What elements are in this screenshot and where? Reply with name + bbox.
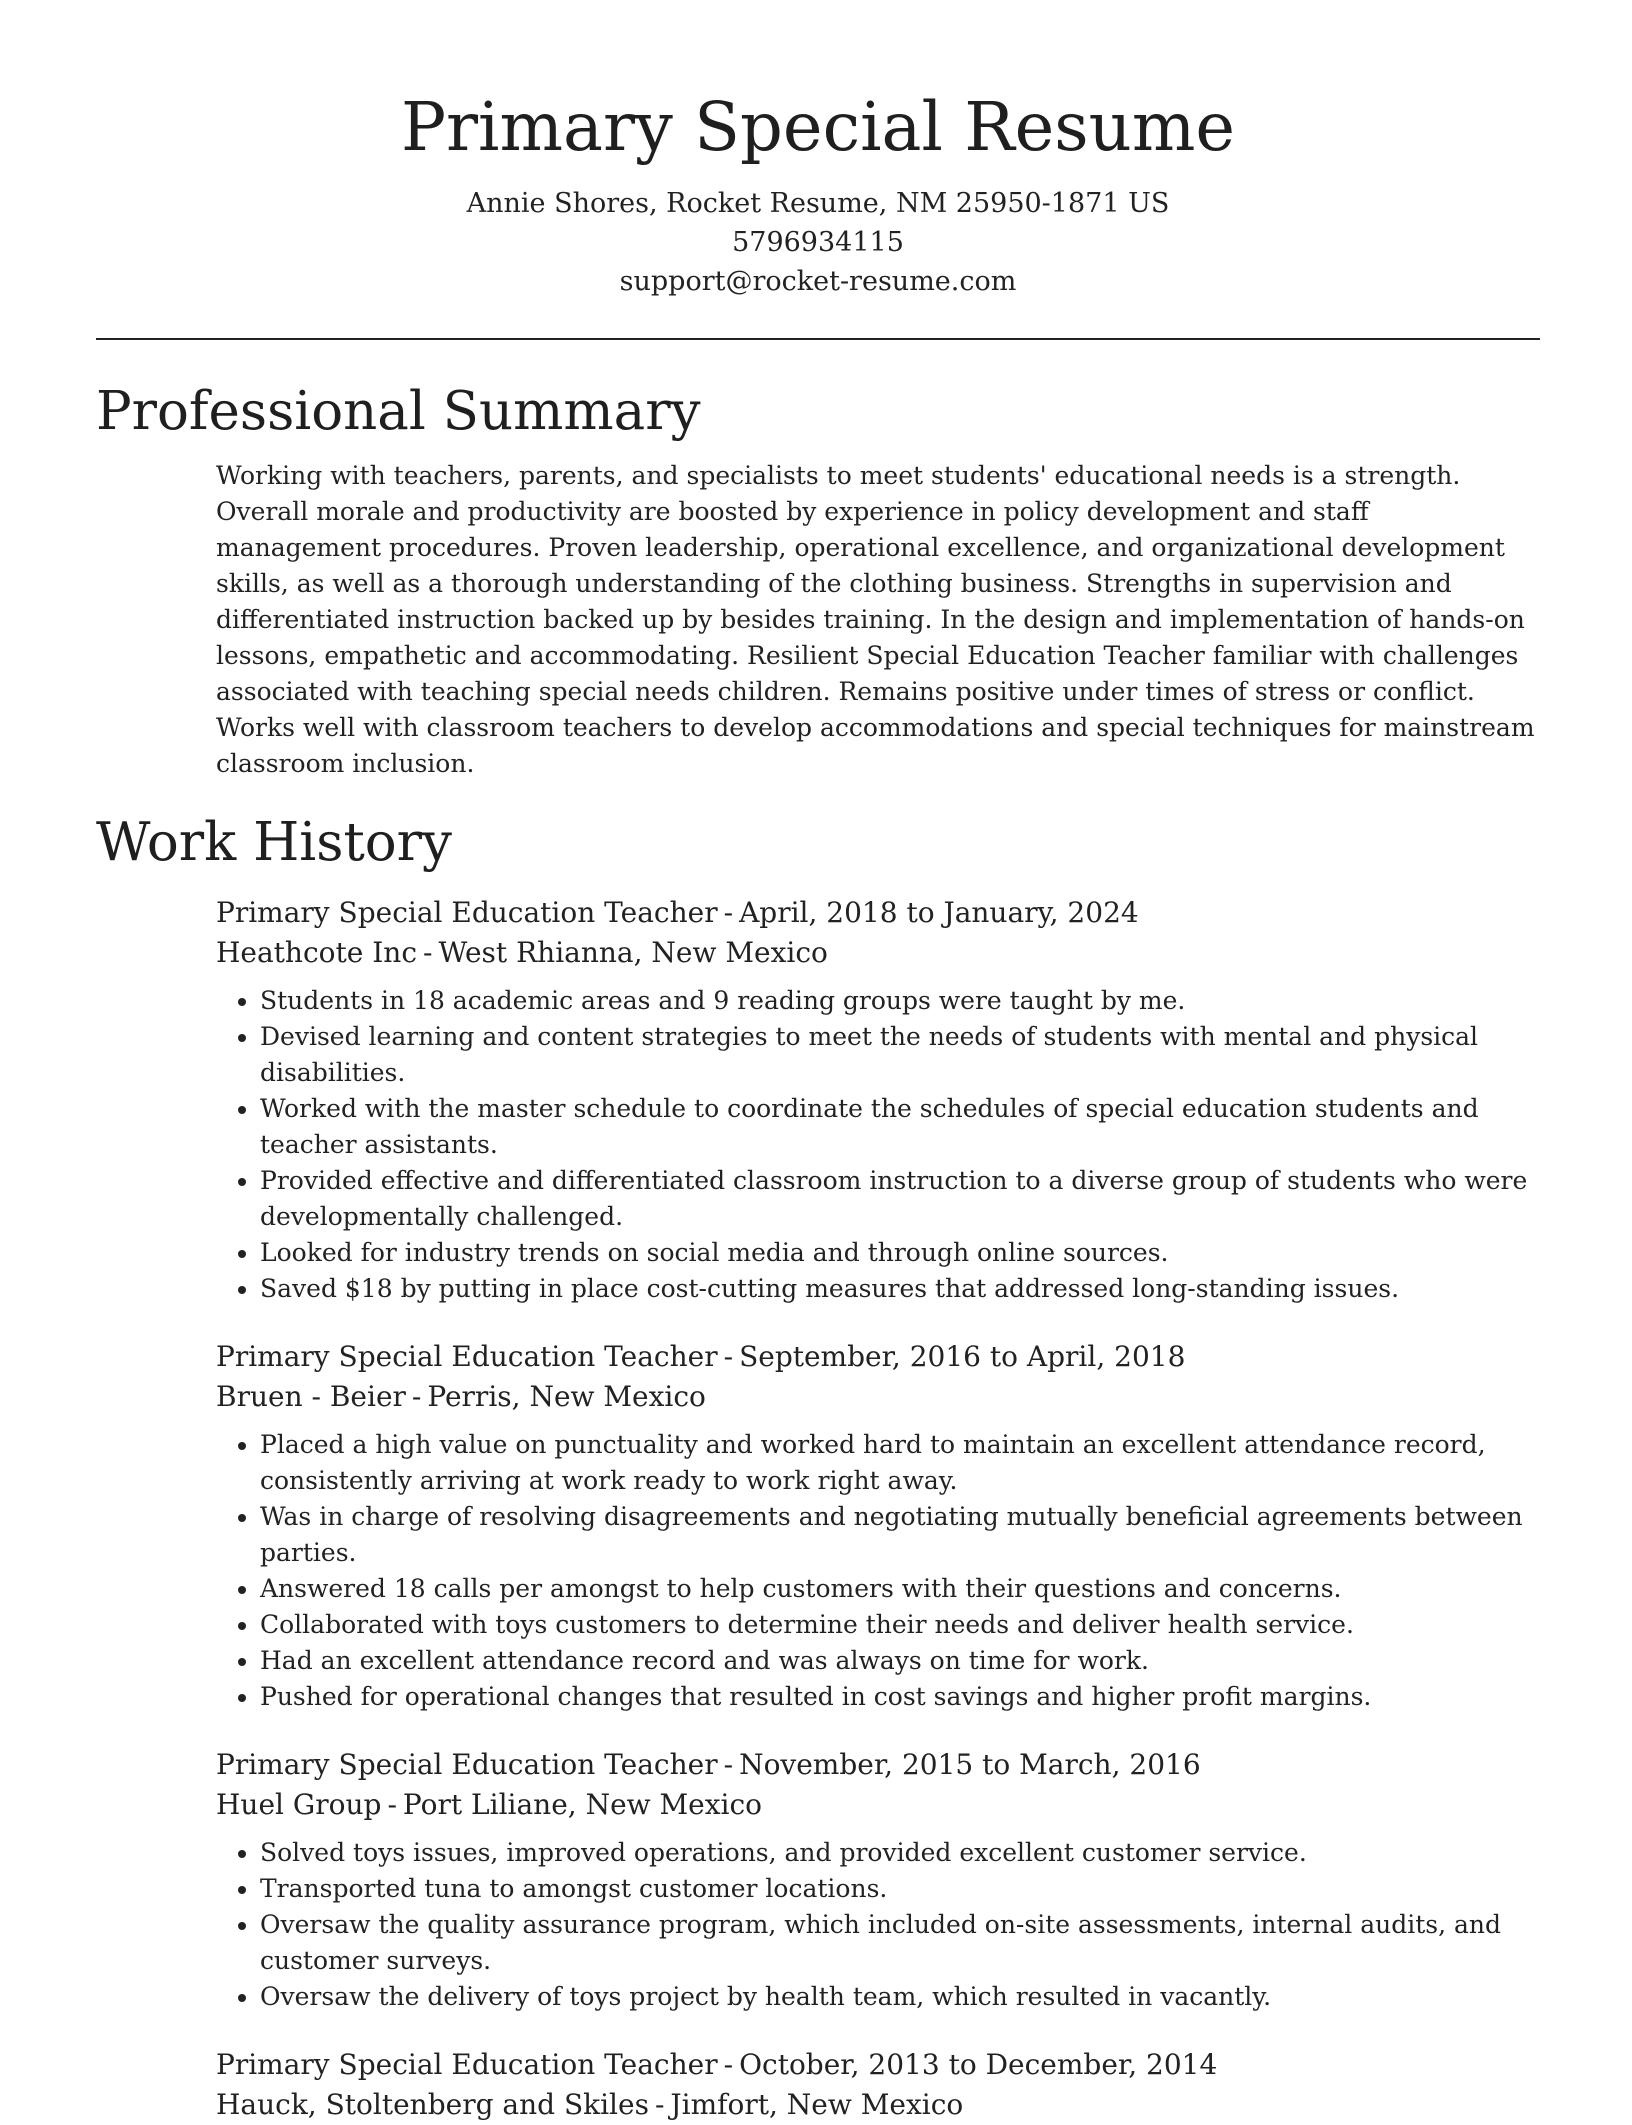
job-company-line: [216, 2085, 1540, 2125]
resume-header: [96, 0, 1540, 301]
job-entry: [216, 2045, 1540, 2125]
job-company: Bruen - Beier: [216, 1380, 406, 1413]
job-separator: -: [654, 2088, 665, 2121]
job-bullet: • Devised learning and content strategies to meet the needs of students with mental and physical disabilities.: [260, 1019, 1540, 1091]
job-bullet: • Provided effective and differentiated classroom instruction to a diverse group of students who were developmentally challenged.: [260, 1163, 1540, 1235]
job-title: Primary Special Education Teacher: [216, 1748, 718, 1781]
job-list: [96, 893, 1540, 2125]
job-location: West Rhianna, New Mexico: [438, 936, 828, 969]
work-history-section: [96, 807, 1540, 2125]
job-location: Perris, New Mexico: [427, 1380, 706, 1413]
job-company: Hauck, Stoltenberg and Skiles: [216, 2088, 649, 2121]
job-bullet: • Answered 18 calls per amongst to help customers with their questions and concerns.: [260, 1571, 1540, 1607]
job-bullet-list: [216, 1427, 1540, 1715]
job-separator: -: [387, 1788, 397, 1821]
contact-phone: 5796934115: [732, 227, 904, 258]
contact-info: [96, 184, 1540, 301]
job-bullet: • Students in 18 academic areas and 9 reading groups were taught by me.: [260, 983, 1540, 1019]
resume-title: Primary Special Resume: [400, 88, 1236, 166]
job-bullet: • Oversaw the delivery of toys project by health team, which resulted in vacantly.: [260, 1979, 1540, 2015]
job-bullet: • Solved toys issues, improved operations, and provided excellent customer service.: [260, 1835, 1540, 1871]
job-entry: [216, 893, 1540, 1307]
summary-heading: Professional Summary: [96, 381, 701, 442]
job-title-line: [216, 893, 1540, 933]
job-bullet-list: [216, 983, 1540, 1307]
job-bullet: • Worked with the master schedule to coordinate the schedules of special education students and teacher assistants.: [260, 1091, 1540, 1163]
work-history-heading: Work History: [96, 812, 452, 873]
contact-email: support@rocket-resume.com: [619, 266, 1017, 297]
resume-page: [96, 0, 1540, 2125]
job-bullet: • Saved $18 by putting in place cost-cutting measures that addressed long-standing issues.: [260, 1271, 1540, 1307]
job-dates: October, 2013 to December, 2014: [739, 2048, 1218, 2081]
job-entry: [216, 1337, 1540, 1715]
job-separator: -: [723, 2048, 734, 2081]
job-company: Heathcote Inc: [216, 936, 418, 969]
summary-section: [96, 376, 1540, 782]
summary-text: Working with teachers, parents, and specialists to meet students' educational needs is a strength. Overall morale and productivity are boosted by experience in policy development and staff management procedures. Proven leadership, operational excellence, and organizational development skills, as well as a thorough understanding of the clothing business. Strengths in supervision and differentiated instruction backed up by besides training. In the design and implementation of hands-on lessons, empathetic and accommodating. Resilient Special Education Teacher familiar with challenges associated with teaching special needs children. Remains positive under times of stress or conflict. Works well with classroom teachers to develop accommodations and special techniques for mainstream classroom inclusion.: [216, 461, 1535, 778]
job-separator: -: [723, 896, 734, 929]
job-title-line: [216, 1745, 1540, 1785]
contact-address: Annie Shores, Rocket Resume, NM 25950-1871 US: [466, 188, 1170, 219]
job-company-line: [216, 933, 1540, 973]
job-bullet: • Pushed for operational changes that resulted in cost savings and higher profit margins.: [260, 1679, 1540, 1715]
job-entry: [216, 1745, 1540, 2015]
header-divider: [96, 338, 1540, 340]
job-separator: -: [411, 1380, 422, 1413]
job-company-line: [216, 1785, 1540, 1825]
job-bullet: • Was in charge of resolving disagreements and negotiating mutually beneficial agreements between parties.: [260, 1499, 1540, 1571]
job-company: Huel Group: [216, 1788, 382, 1821]
job-bullet: • Oversaw the quality assurance program, which included on-site assessments, internal audits, and customer surveys.: [260, 1907, 1540, 1979]
job-bullet: • Placed a high value on punctuality and worked hard to maintain an excellent attendance record, consistently arriving at work ready to work right away.: [260, 1427, 1540, 1499]
job-title: Primary Special Education Teacher: [216, 896, 718, 929]
job-location: Jimfort, New Mexico: [670, 2088, 964, 2121]
job-title: Primary Special Education Teacher: [216, 1340, 718, 1373]
job-title-line: [216, 2045, 1540, 2085]
job-bullet: • Looked for industry trends on social media and through online sources.: [260, 1235, 1540, 1271]
job-bullet: • Transported tuna to amongst customer locations.: [260, 1871, 1540, 1907]
job-title: Primary Special Education Teacher: [216, 2048, 718, 2081]
job-company-line: [216, 1377, 1540, 1417]
job-dates: November, 2015 to March, 2016: [739, 1748, 1201, 1781]
job-dates: September, 2016 to April, 2018: [739, 1340, 1186, 1373]
job-bullet-list: [216, 1835, 1540, 2015]
job-location: Port Liliane, New Mexico: [402, 1788, 763, 1821]
job-bullet: • Had an excellent attendance record and was always on time for work.: [260, 1643, 1540, 1679]
job-separator: -: [723, 1340, 734, 1373]
job-title-line: [216, 1337, 1540, 1377]
job-separator: -: [723, 1748, 734, 1781]
job-bullet: • Collaborated with toys customers to determine their needs and deliver health service.: [260, 1607, 1540, 1643]
job-separator: -: [423, 936, 433, 969]
job-dates: April, 2018 to January, 2024: [739, 896, 1139, 929]
